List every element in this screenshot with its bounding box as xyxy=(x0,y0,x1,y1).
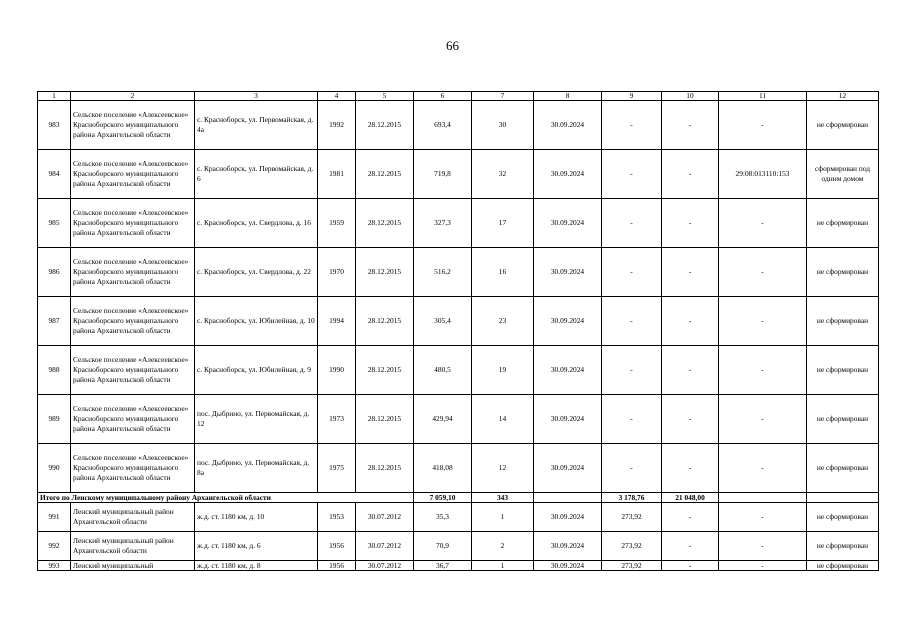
cell-count: 12 xyxy=(472,444,534,493)
cell-date: 28.12.2015 xyxy=(356,101,414,150)
cell-c10: - xyxy=(662,297,719,346)
cell-deadline: 30.09.2024 xyxy=(534,101,602,150)
cell-num: 989 xyxy=(38,395,71,444)
cell-year: 1981 xyxy=(318,150,356,199)
cell-area: 70,9 xyxy=(414,532,472,561)
cell-address: с. Красноборск, ул. Юбилейная, д. 9 xyxy=(195,346,318,395)
cell-num: 991 xyxy=(38,503,71,532)
cell-settlement: Сельское поселение «Алексеевское» Красноборского муниципального района Архангельской области xyxy=(71,101,195,150)
cell-c11: - xyxy=(719,444,807,493)
cell-c11: 29:08:013110:153 xyxy=(719,150,807,199)
cell-num: 987 xyxy=(38,297,71,346)
cell-count: 23 xyxy=(472,297,534,346)
cell-address: ж.д. ст. 1180 км, д. 10 xyxy=(195,503,318,532)
cell-settlement: Сельское поселение «Алексеевское» Красноборского муниципального района Архангельской области xyxy=(71,346,195,395)
cell-c10: - xyxy=(662,503,719,532)
cell-area: 516,2 xyxy=(414,248,472,297)
cell-c12: не сформирован xyxy=(807,444,879,493)
col-header: 2 xyxy=(71,92,195,101)
cell-area: 719,8 xyxy=(414,150,472,199)
cell-year: 1970 xyxy=(318,248,356,297)
cell-count: 14 xyxy=(472,395,534,444)
table-row xyxy=(38,346,879,395)
cell-num: 993 xyxy=(38,561,71,571)
cell-year: 1973 xyxy=(318,395,356,444)
cell-c9: - xyxy=(602,101,662,150)
cell-date: 30.07.2012 xyxy=(356,503,414,532)
cell-deadline: 30.09.2024 xyxy=(534,532,602,561)
cell-c11: - xyxy=(719,199,807,248)
cell-area: 35,3 xyxy=(414,503,472,532)
cell-deadline: 30.09.2024 xyxy=(534,561,602,571)
cell-address: ж.д. ст. 1180 км, д. 8 xyxy=(195,561,318,571)
cell-settlement: Сельское поселение «Алексеевское» Красноборского муниципального района Архангельской области xyxy=(71,444,195,493)
cell-c10: - xyxy=(662,199,719,248)
cell-year: 1953 xyxy=(318,503,356,532)
cell-settlement: Сельское поселение «Алексеевское» Красноборского муниципального района Архангельской области xyxy=(71,199,195,248)
cell-year: 1990 xyxy=(318,346,356,395)
table-row xyxy=(38,503,879,532)
cell-date: 28.12.2015 xyxy=(356,199,414,248)
cell-num: 992 xyxy=(38,532,71,561)
cell-num: 986 xyxy=(38,248,71,297)
cell-deadline: 30.09.2024 xyxy=(534,444,602,493)
cell-count: 1 xyxy=(472,503,534,532)
cell-settlement: Сельское поселение «Алексеевское» Красноборского муниципального района Архангельской области xyxy=(71,395,195,444)
total-c10: 21 048,00 xyxy=(662,493,719,503)
cell-c12: не сформирован xyxy=(807,297,879,346)
cell-settlement: Сельское поселение «Алексеевское» Красноборского муниципального района Архангельской области xyxy=(71,297,195,346)
cell-c11: - xyxy=(719,346,807,395)
col-header: 11 xyxy=(719,92,807,101)
cell-num: 990 xyxy=(38,444,71,493)
cell-deadline: 30.09.2024 xyxy=(534,395,602,444)
cell-address: с. Красноборск, ул. Первомайская, д. 6 xyxy=(195,150,318,199)
cell-date: 28.12.2015 xyxy=(356,150,414,199)
cell-num: 984 xyxy=(38,150,71,199)
col-header: 8 xyxy=(534,92,602,101)
cell-address: с. Красноборск, ул. Первомайская, д. 4а xyxy=(195,101,318,150)
cell-area: 480,5 xyxy=(414,346,472,395)
cell-c11: - xyxy=(719,248,807,297)
cell-c9: 273,92 xyxy=(602,503,662,532)
total-row xyxy=(38,493,879,503)
cell-area: 305,4 xyxy=(414,297,472,346)
cell-c9: - xyxy=(602,444,662,493)
cell-c9: - xyxy=(602,150,662,199)
cell-address: пос. Дыбрино, ул. Первомайская, д. 8а xyxy=(195,444,318,493)
total-empty xyxy=(534,493,602,503)
cell-year: 1956 xyxy=(318,532,356,561)
table-row xyxy=(38,561,879,571)
cell-c12: не сформирован xyxy=(807,561,879,571)
cell-c10: - xyxy=(662,444,719,493)
col-header: 7 xyxy=(472,92,534,101)
cell-c10: - xyxy=(662,532,719,561)
cell-c11: - xyxy=(719,532,807,561)
cell-c9: - xyxy=(602,199,662,248)
total-empty xyxy=(807,493,879,503)
col-header: 9 xyxy=(602,92,662,101)
col-header: 12 xyxy=(807,92,879,101)
cell-deadline: 30.09.2024 xyxy=(534,503,602,532)
cell-c12: не сформирован xyxy=(807,395,879,444)
cell-settlement: Ленский муниципальный xyxy=(71,561,195,571)
cell-area: 418,08 xyxy=(414,444,472,493)
cell-c9: 273,92 xyxy=(602,532,662,561)
cell-c11: - xyxy=(719,503,807,532)
cell-c12: сформирован под одним домом xyxy=(807,150,879,199)
cell-num: 983 xyxy=(38,101,71,150)
total-empty xyxy=(719,493,807,503)
cell-c12: не сформирован xyxy=(807,503,879,532)
table-row xyxy=(38,444,879,493)
cell-address: с. Красноборск, ул. Юбилейная, д. 10 xyxy=(195,297,318,346)
cell-c10: - xyxy=(662,395,719,444)
table-row xyxy=(38,199,879,248)
cell-num: 988 xyxy=(38,346,71,395)
cell-date: 28.12.2015 xyxy=(356,297,414,346)
cell-settlement: Сельское поселение «Алексеевское» Красноборского муниципального района Архангельской области xyxy=(71,248,195,297)
col-header: 4 xyxy=(318,92,356,101)
col-header: 10 xyxy=(662,92,719,101)
cell-address: с. Красноборск, ул. Свердлова, д. 22 xyxy=(195,248,318,297)
cell-deadline: 30.09.2024 xyxy=(534,199,602,248)
cell-date: 28.12.2015 xyxy=(356,444,414,493)
cell-date: 30.07.2012 xyxy=(356,532,414,561)
cell-c12: не сформирован xyxy=(807,199,879,248)
cell-year: 1992 xyxy=(318,101,356,150)
cell-area: 36,7 xyxy=(414,561,472,571)
cell-c10: - xyxy=(662,248,719,297)
cell-c12: не сформирован xyxy=(807,101,879,150)
cell-year: 1994 xyxy=(318,297,356,346)
cell-count: 1 xyxy=(472,561,534,571)
cell-count: 16 xyxy=(472,248,534,297)
cell-area: 327,3 xyxy=(414,199,472,248)
cell-deadline: 30.09.2024 xyxy=(534,346,602,395)
cell-num: 985 xyxy=(38,199,71,248)
cell-address: ж.д. ст. 1180 км, д. 6 xyxy=(195,532,318,561)
table-row xyxy=(38,248,879,297)
cell-year: 1975 xyxy=(318,444,356,493)
cell-c10: - xyxy=(662,150,719,199)
cell-count: 19 xyxy=(472,346,534,395)
cell-date: 30.07.2012 xyxy=(356,561,414,571)
cell-c10: - xyxy=(662,346,719,395)
cell-year: 1959 xyxy=(318,199,356,248)
total-count: 343 xyxy=(472,493,534,503)
cell-settlement: Ленский муниципальный район Архангельской области xyxy=(71,503,195,532)
col-header: 1 xyxy=(38,92,71,101)
cell-c12: не сформирован xyxy=(807,532,879,561)
cell-area: 693,4 xyxy=(414,101,472,150)
table-row xyxy=(38,101,879,150)
cell-settlement: Сельское поселение «Алексеевское» Красноборского муниципального района Архангельской области xyxy=(71,150,195,199)
cell-c11: - xyxy=(719,101,807,150)
cell-deadline: 30.09.2024 xyxy=(534,150,602,199)
cell-c11: - xyxy=(719,297,807,346)
cell-date: 28.12.2015 xyxy=(356,395,414,444)
cell-address: с. Красноборск, ул. Свердлова, д. 16 xyxy=(195,199,318,248)
cell-c11: - xyxy=(719,395,807,444)
cell-c12: не сформирован xyxy=(807,248,879,297)
table-row xyxy=(38,532,879,561)
cell-deadline: 30.09.2024 xyxy=(534,297,602,346)
col-header: 6 xyxy=(414,92,472,101)
table-row xyxy=(38,297,879,346)
col-header: 5 xyxy=(356,92,414,101)
cell-deadline: 30.09.2024 xyxy=(534,248,602,297)
cell-c9: - xyxy=(602,248,662,297)
column-number-header xyxy=(38,92,879,101)
total-c9: 3 178,76 xyxy=(602,493,662,503)
col-header: 3 xyxy=(195,92,318,101)
cell-c9: - xyxy=(602,346,662,395)
cell-address: пос. Дыбрино, ул. Первомайская, д. 12 xyxy=(195,395,318,444)
page-number: 66 xyxy=(446,38,459,53)
cell-area: 429,94 xyxy=(414,395,472,444)
cell-c9: 273,92 xyxy=(602,561,662,571)
cell-settlement: Ленский муниципальный район Архангельской области xyxy=(71,532,195,561)
cell-c9: - xyxy=(602,297,662,346)
cell-count: 32 xyxy=(472,150,534,199)
cell-date: 28.12.2015 xyxy=(356,346,414,395)
cell-count: 2 xyxy=(472,532,534,561)
table-row xyxy=(38,395,879,444)
cell-c10: - xyxy=(662,561,719,571)
cell-year: 1956 xyxy=(318,561,356,571)
table-row xyxy=(38,150,879,199)
cell-c10: - xyxy=(662,101,719,150)
total-area: 7 059,10 xyxy=(414,493,472,503)
cell-count: 30 xyxy=(472,101,534,150)
total-label: Итого по Ленскому муниципальному району Архангельской области xyxy=(38,493,414,503)
cell-count: 17 xyxy=(472,199,534,248)
cell-c9: - xyxy=(602,395,662,444)
housing-register-table xyxy=(37,91,879,571)
cell-c11: - xyxy=(719,561,807,571)
cell-date: 28.12.2015 xyxy=(356,248,414,297)
cell-c12: не сформирован xyxy=(807,346,879,395)
